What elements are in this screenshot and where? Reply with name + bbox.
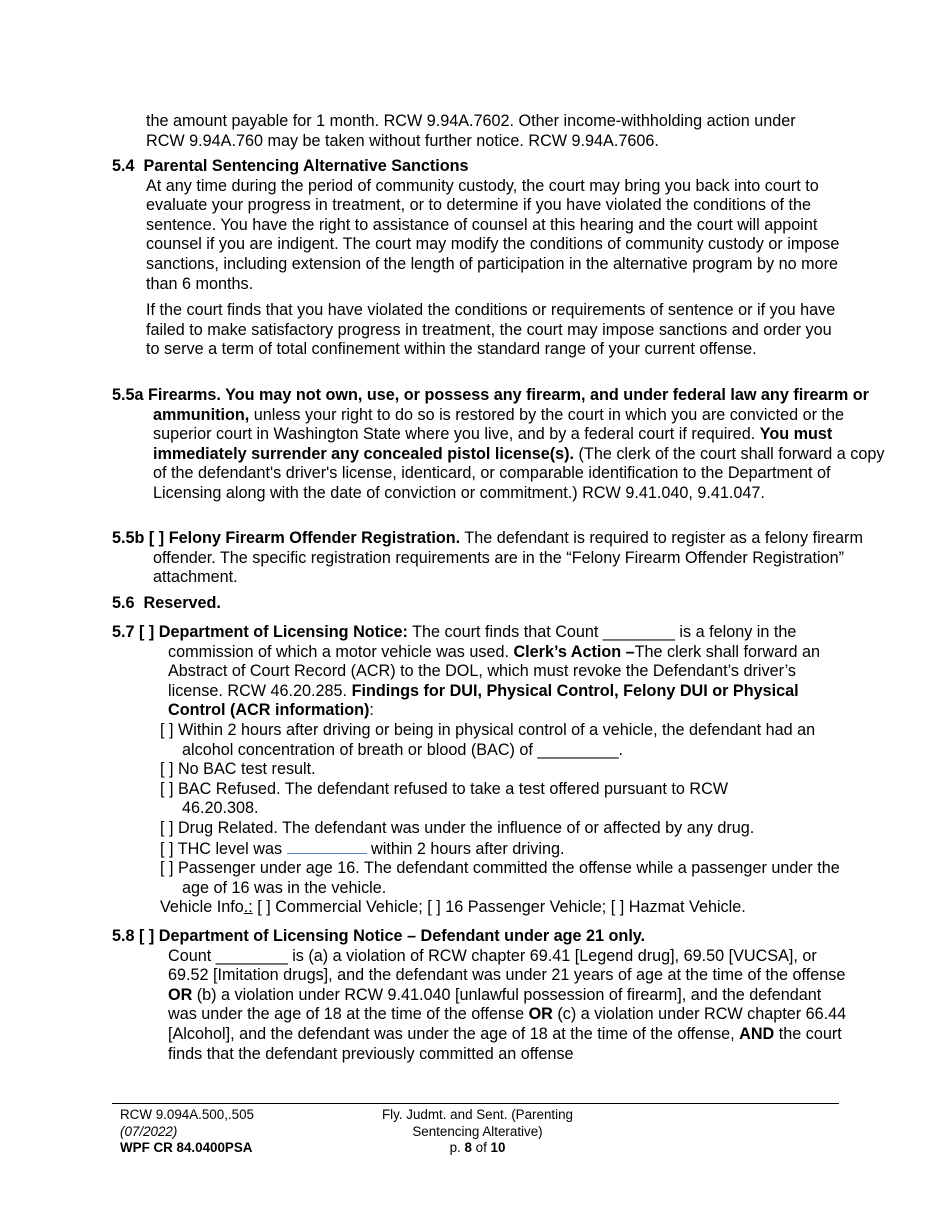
section-5-7-number: 5.7	[112, 623, 135, 641]
section-5-5a-text-2: (The clerk of the court shall forward a copy of the defendant's driver's license, identicard, or comparable identification to the Department of Licensing along with the date of conviction or commitment.) RCW 9.41.040, 9.41.047.	[153, 444, 885, 502]
finding-thc-suffix: within 2 hours after driving.	[366, 839, 565, 858]
section-5-7-text-3: :	[369, 701, 374, 720]
section-5-8	[112, 927, 847, 1064]
section-5-6-number: 5.6	[112, 594, 135, 612]
footer-form-number: WPF CR 84.0400PSA	[120, 1140, 253, 1155]
vehicle-info	[160, 898, 840, 918]
section-5-8-body	[112, 947, 847, 1065]
section-5-8-number: 5.8	[112, 927, 135, 945]
section-5-7-text-1: The court finds that Count ________ is a felony in the commission of which a motor vehicle was used.	[168, 623, 797, 661]
section-5-5b-title: Felony Firearm Offender Registration.	[168, 529, 461, 547]
section-5-5a-bold-2: You must immediately surrender any concealed pistol license(s).	[153, 425, 833, 463]
section-5-5b-text: The defendant is required to register as a felony firearm offender. The specific registration requirements are in the “Felony Firearm Offender Registration” attachment.	[153, 529, 863, 587]
section-5-8-text-4: the court finds that the defendant previously committed an offense	[168, 1024, 842, 1063]
footer-page-prefix: p.	[449, 1140, 465, 1155]
section-5-4-title: Parental Sentencing Alternative Sanctions	[143, 157, 469, 175]
section-5-5a-number: 5.5a	[112, 386, 144, 404]
section-5-5b	[112, 529, 888, 588]
section-5-4	[112, 157, 847, 367]
section-5-4-heading	[112, 157, 847, 177]
section-5-8-text-3: (c) a violation under RCW chapter 66.44 [Alcohol], and the defendant was under the age of 18 at the time of the offense,	[168, 1005, 847, 1043]
section-5-8-text-2: (b) a violation under RCW 9.41.040 [unlawful possession of firearm], and the defendant was under the age of 18 at the time of the offense	[168, 985, 822, 1024]
section-5-6	[112, 594, 847, 614]
section-5-4-para-2: If the court finds that you have violated the conditions or requirements of sentence or if you have failed to make satisfactory progress in treatment, the court may impose sanctions and order you to serve a term of total confinement within the standard range of your current offense.	[146, 301, 836, 359]
vehicle-info-label: Vehicle Info	[160, 898, 244, 917]
intro-line-2: RCW 9.94A.760 may be taken without further notice. RCW 9.94A.7606.	[146, 131, 659, 150]
section-5-5b-number: 5.5b	[112, 529, 145, 547]
footer-center	[340, 1107, 615, 1157]
section-5-4-number: 5.4	[112, 157, 135, 175]
footer-page-total: 10	[490, 1140, 506, 1155]
finding-passenger[interactable]: [ ] Passenger under age 16. The defendant committed the offense while a passenger under the age of 16 was in the vehicle.	[160, 859, 840, 897]
findings-list	[112, 721, 840, 918]
finding-drug-related[interactable]: [ ] Drug Related. The defendant was under the influence of or affected by any drug.	[160, 818, 755, 837]
footer-divider	[112, 1103, 839, 1104]
section-5-8-text-1: Count ________ is (a) a violation of RCW chapter 69.41 [Legend drug], 69.50 [VUCSA], or 69.52 [Imitation drugs], and the defendant was under 21 years of age at the time of the offense	[168, 946, 846, 985]
finding-no-bac[interactable]: [ ] No BAC test result.	[160, 760, 316, 779]
finding-thc-label: [ ] THC level was	[160, 839, 287, 858]
footer-page-number	[340, 1140, 615, 1157]
findings-label: Findings for DUI, Physical Control, Felony DUI or Physical Control (ACR information)	[168, 681, 799, 720]
finding-thc[interactable]	[160, 839, 840, 860]
section-5-5a-text-1: unless your right to do so is restored by the court in which you are convicted or the superior court in Washington State where you live, and by a federal court if required.	[153, 405, 844, 444]
section-5-7-text-2: The clerk shall forward an Abstract of Court Record (ACR) to the DOL, which must revoke the Defendant’s driver’s license. RCW 46.20.285.	[168, 642, 820, 700]
section-5-4-para-1: At any time during the period of community custody, the court may bring you back into court to evaluate your progress in treatment, or to determine if you have violated the conditions of the sentence. You have the right to assistance of counsel at this hearing and the court will appoint counsel if you are indigent. The court may modify the conditions of community custody or impose sanctions, including extension of the length of participation in the alternative program by no more than 6 months.	[146, 176, 840, 293]
vehicle-info-options[interactable]: [ ] Commercial Vehicle; [ ] 16 Passenger Vehicle; [ ] Hazmat Vehicle.	[252, 898, 746, 917]
footer-date: (07/2022)	[120, 1123, 178, 1139]
section-5-8-or-2: OR	[528, 1005, 553, 1024]
section-5-8-or-1: OR	[168, 985, 193, 1004]
footer-page-of: of	[471, 1140, 491, 1155]
footer-title-line-2: Sentencing Alterative)	[412, 1123, 543, 1139]
vehicle-info-colon: .:	[243, 898, 253, 917]
footer-page-current: 8	[464, 1140, 472, 1155]
finding-bac-refused[interactable]: [ ] BAC Refused. The defendant refused to take a test offered pursuant to RCW 46.20.308.	[160, 779, 729, 818]
finding-bac[interactable]: [ ] Within 2 hours after driving or being in physical control of a vehicle, the defendant had an alcohol concentration of breath or blood (BAC) of _________.	[160, 720, 816, 759]
clerks-action-label: Clerk’s Action –	[513, 642, 635, 661]
section-5-7	[112, 623, 847, 918]
footer-rcw: RCW 9.094A.500,.505	[120, 1107, 254, 1122]
section-5-8-checkbox[interactable]: [ ]	[139, 927, 155, 945]
section-5-7-intro	[112, 623, 847, 721]
section-5-8-title: Department of Licensing Notice – Defendant under age 21 only.	[158, 927, 646, 945]
section-5-8-and: AND	[739, 1024, 775, 1043]
section-5-5a-bold-1: Firearms. You may not own, use, or possess any firearm, and under federal law any firearm or ammunition,	[148, 386, 869, 424]
section-5-8-heading	[112, 927, 847, 947]
section-5-6-title: Reserved.	[143, 594, 221, 612]
section-5-5a	[112, 386, 888, 504]
intro-line-1: the amount payable for 1 month. RCW 9.94A.7602. Other income-withholding action under	[146, 112, 796, 130]
intro-paragraph	[146, 112, 846, 151]
section-5-5b-checkbox[interactable]: [ ]	[148, 529, 165, 547]
section-5-7-checkbox[interactable]: [ ]	[139, 623, 155, 641]
thc-level-field[interactable]	[287, 839, 367, 854]
section-5-7-title: Department of Licensing Notice:	[158, 623, 408, 641]
footer-left	[120, 1107, 254, 1157]
footer-title-line-1: Fly. Judmt. and Sent. (Parenting	[381, 1107, 574, 1122]
